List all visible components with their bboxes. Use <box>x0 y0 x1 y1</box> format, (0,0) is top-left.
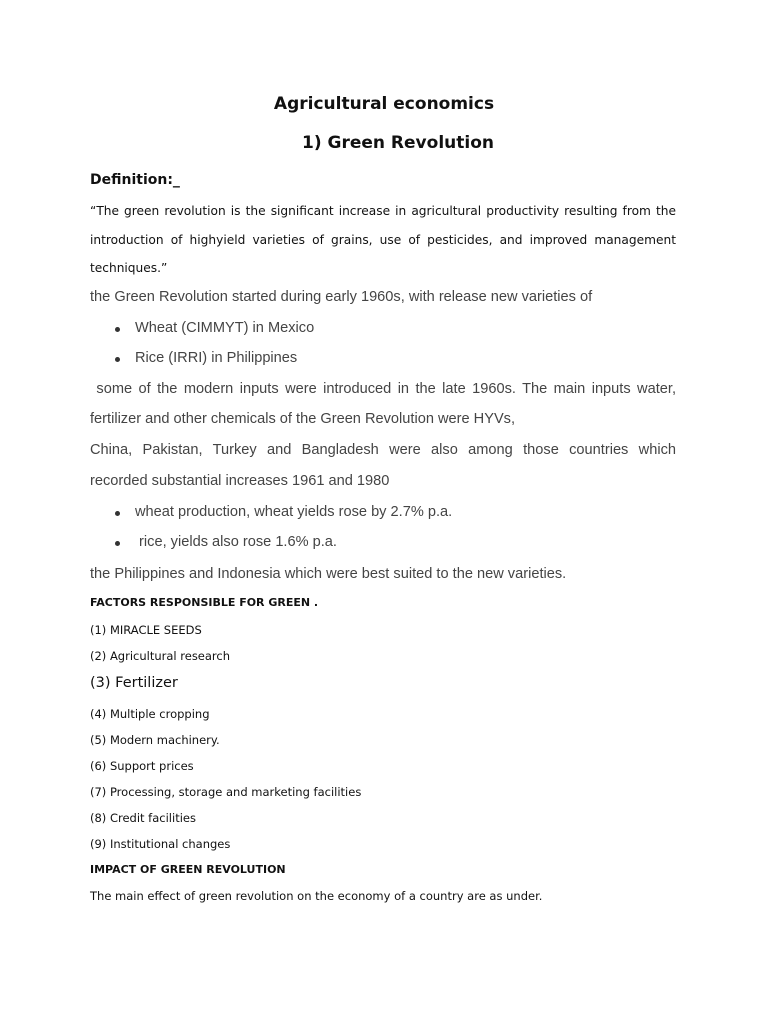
factor-item: (7) Processing, storage and marketing facilities <box>90 785 362 799</box>
factor-item: (1) MIRACLE SEEDS <box>90 623 202 637</box>
factor-item: (9) Institutional changes <box>90 837 231 851</box>
factor-item: (8) Credit facilities <box>90 811 196 825</box>
definition-line-2: introduction of highyield varieties of grains, use of pesticides, and improved management <box>90 233 676 247</box>
inputs-line-2: fertilizer and other chemicals of the Green Revolution were HYVs, <box>90 411 516 427</box>
variety-item: Rice (IRRI) in Philippines <box>135 350 298 366</box>
bullet-icon <box>115 541 120 546</box>
yield-item: wheat production, wheat yields rose by 2.7% p.a. <box>135 504 453 520</box>
impact-text: The main effect of green revolution on the economy of a country are as under. <box>90 889 543 903</box>
definition-heading: Definition:_ <box>90 172 180 188</box>
factor-item: (5) Modern machinery. <box>90 733 220 747</box>
variety-item: Wheat (CIMMYT) in Mexico <box>135 320 315 336</box>
countries-line-2: recorded substantial increases 1961 and 1980 <box>90 473 390 489</box>
factor-item: (4) Multiple cropping <box>90 707 210 721</box>
intro-text: the Green Revolution started during early 1960s, with release new varieties of <box>90 289 593 305</box>
bullet-icon <box>115 511 120 516</box>
document-title: Agricultural economics <box>273 94 495 114</box>
bullet-icon <box>115 327 120 332</box>
philippines-text: the Philippines and Indonesia which were best suited to the new varieties. <box>90 566 567 582</box>
factors-heading: FACTORS RESPONSIBLE FOR GREEN . <box>90 596 319 609</box>
factor-item: (6) Support prices <box>90 759 194 773</box>
bullet-icon <box>115 357 120 362</box>
yield-item: rice, yields also rose 1.6% p.a. <box>135 534 337 550</box>
definition-line-3: techniques.” <box>90 261 168 275</box>
factor-item: (3) Fertilizer <box>90 675 178 691</box>
countries-line-1: China, Pakistan, Turkey and Bangladesh were also among those countries which <box>90 442 676 458</box>
section-title: 1) Green Revolution <box>302 133 494 153</box>
inputs-line-1: some of the modern inputs were introduced in the late 1960s. The main inputs water, <box>90 381 676 397</box>
impact-heading: IMPACT OF GREEN REVOLUTION <box>90 863 286 876</box>
factor-item: (2) Agricultural research <box>90 649 231 663</box>
definition-line-1: “The green revolution is the significant increase in agricultural productivity resulting from the <box>90 204 676 218</box>
